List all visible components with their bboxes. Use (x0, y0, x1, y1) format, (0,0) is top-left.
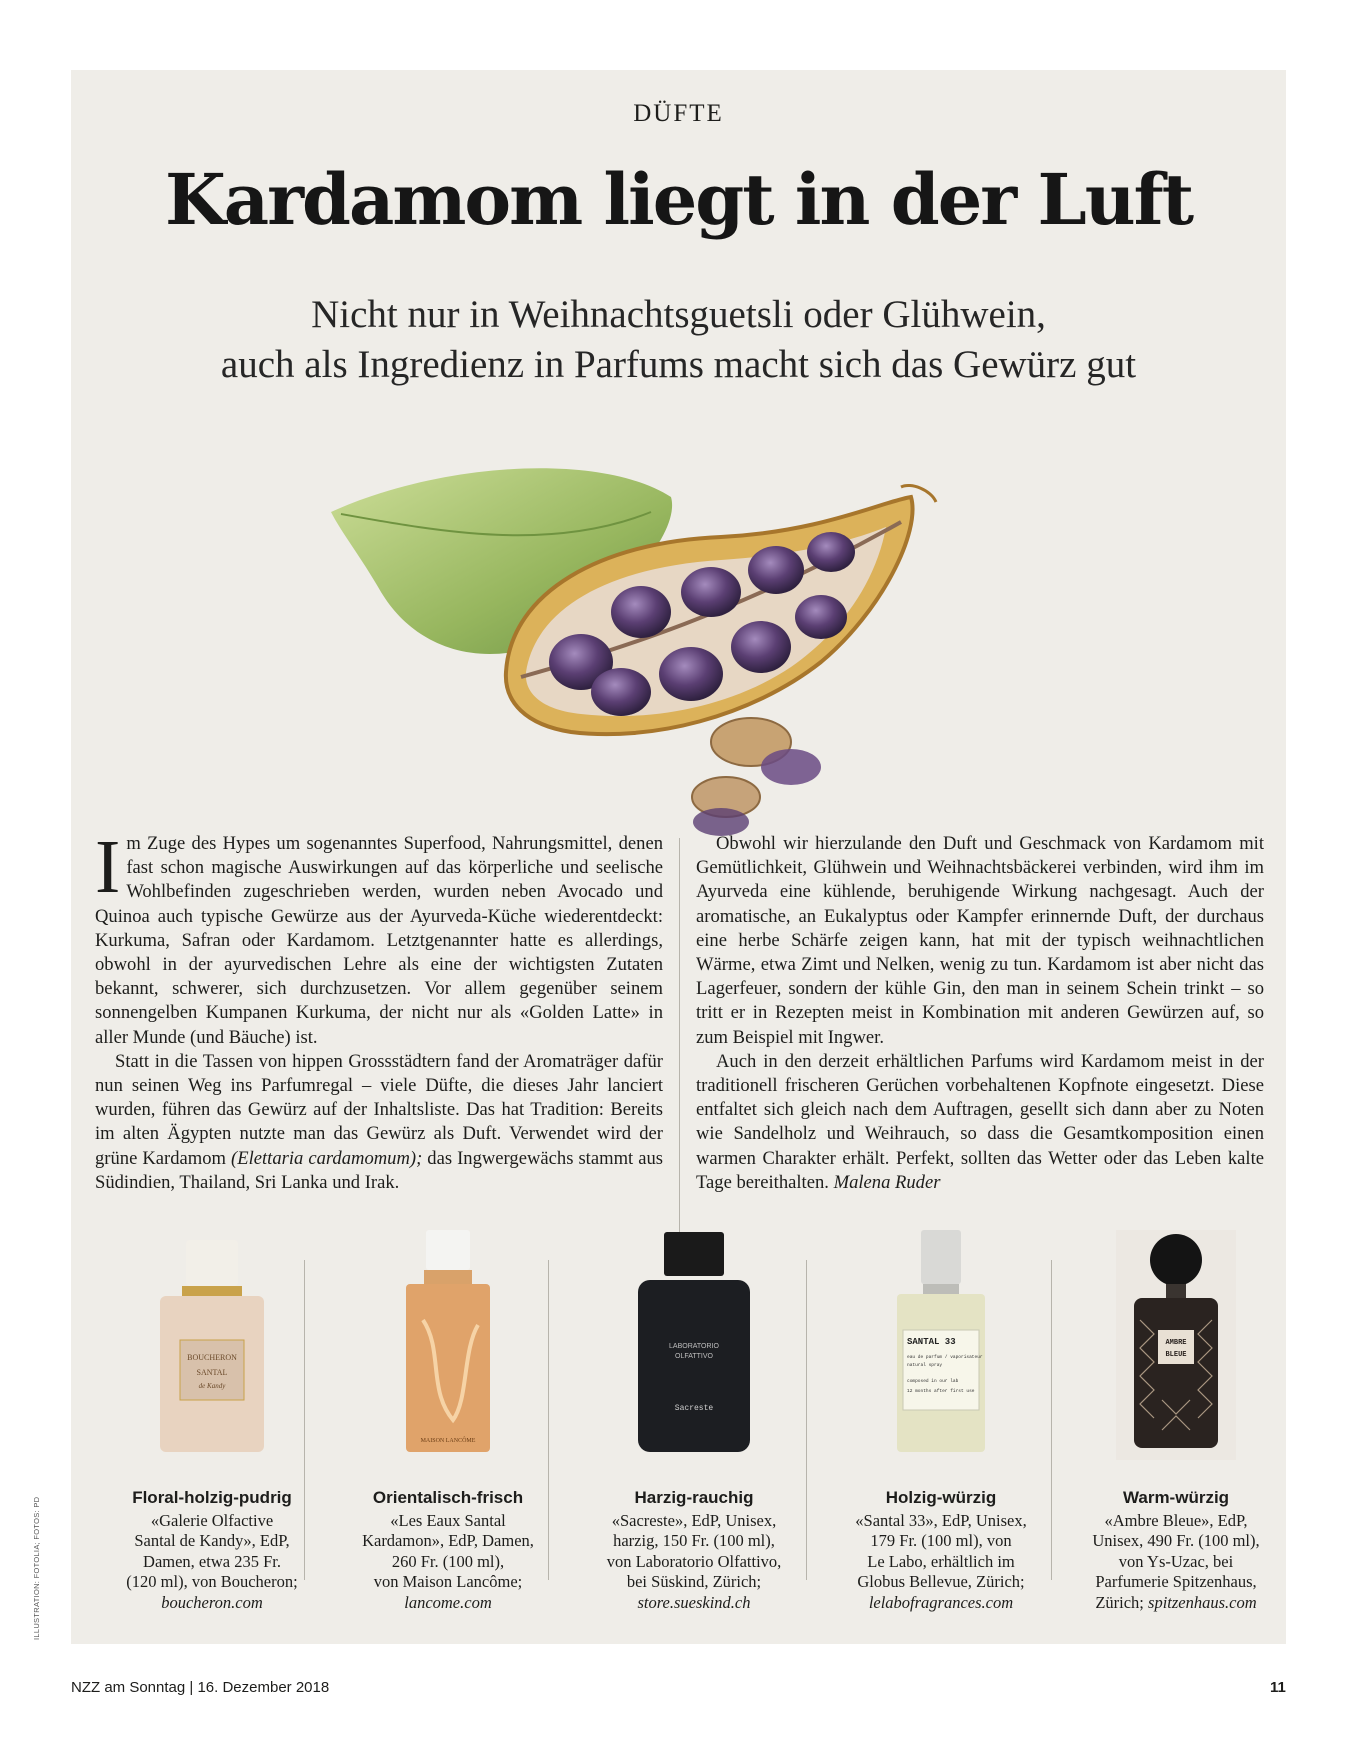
shop-link[interactable]: boucheron.com (161, 1592, 263, 1612)
product-description: Warm-würzig «Ambre Bleue», EdP, Unisex, 490 Fr. (100 ml), von Ys-Uzac, bei Parfumerie Spitzenhaus, Zürich; spitzenhaus.com (1061, 1488, 1291, 1613)
paragraph: Auch in den derzeit erhältlichen Parfums wird Kardamom meist in der traditionell frischeren Gerüchen vorbehaltenen Kopfnote eingesetzt. Diese entfaltet sich gleich nach dem Auftragen, gesellt sich dann aber zu Noten wie Sandelholz und Weihrauch, so dass die Gesamtkomposition einen warmen Charakter erhält. Perfekt, sollten das Wetter oder das Leben kalte Tage bereithalten. Malena Ruder (696, 1050, 1264, 1193)
product-card (579, 1230, 809, 1630)
product-description: Holzig-würzig «Santal 33», EdP, Unisex, 179 Fr. (100 ml), von Le Labo, erhältlich im Globus Bellevue, Zürich; lelabofragrances.com (826, 1488, 1056, 1613)
column-rule (679, 838, 680, 1266)
product-divider (548, 1260, 549, 1580)
page-number: 11 (1270, 1679, 1286, 1696)
shop-link[interactable]: store.sueskind.ch (637, 1592, 751, 1612)
product-divider (304, 1260, 305, 1580)
shop-link[interactable]: spitzenhaus.com (1148, 1592, 1257, 1612)
author-byline: Malena Ruder (833, 1171, 941, 1193)
standfirst (71, 290, 1286, 390)
shop-link[interactable]: lelabofragrances.com (868, 1592, 1014, 1612)
perfume-bottle-santal-33 (861, 1230, 1021, 1460)
product-description: Orientalisch-frisch «Les Eaux Santal Kardamon», EdP, Damen, 260 Fr. (100 ml), von Maison Lancôme; lancome.com (333, 1488, 563, 1613)
article-panel (71, 70, 1286, 1644)
product-category: Holzig-würzig (885, 1488, 997, 1507)
product-category: Harzig-rauchig (634, 1488, 754, 1507)
perfume-bottle-boucheron (132, 1230, 292, 1460)
bottle-label: Sacreste (674, 1404, 714, 1413)
perfume-bottle-lancome (368, 1230, 528, 1460)
perfume-bottle-sacreste (614, 1230, 774, 1460)
headline: Kardamom liegt in der Luft (164, 158, 1193, 241)
product-card (97, 1230, 327, 1630)
body-column-left (95, 825, 663, 1195)
footer-publication: NZZ am Sonntag | 16. Dezember 2018 (71, 1679, 330, 1696)
bottle-label: de Kandy (198, 1382, 226, 1390)
bottle-label: 12 months after first use (907, 1389, 975, 1394)
product-card (333, 1230, 563, 1630)
product-card (1061, 1230, 1291, 1630)
standfirst-line-2: auch als Ingredienz in Parfums macht sich das Gewürz gut (220, 343, 1137, 386)
bottle-label: LABORATORIO (669, 1343, 719, 1350)
bottle-label: BLEUE (1165, 1351, 1187, 1359)
bottle-label: AMBRE (1165, 1339, 1187, 1347)
bottle-label: BOUCHERON (187, 1353, 237, 1362)
shop-link[interactable]: lancome.com (404, 1592, 492, 1612)
perfume-bottle-ambre-bleue (1096, 1230, 1256, 1460)
section-kicker: DÜFTE (633, 100, 724, 127)
paragraph: Obwohl wir hierzulande den Duft und Geschmack von Kardamom mit Gemütlichkeit, Glühwein und Weihnachtsbäckerei verbinden, wird ihm im Ayurveda eine kühlende, beruhigende Wirkung nachgesagt. Auch der aromatische, an Eukalyptus oder Kampfer erinnernde Duft, der durchaus eine herbe Schärfe zeigen kann, hat mit der typisch weihnachtlichen Wärme, etwa Zimt und Nelken, wenig zu tun. Kardamom ist aber nicht das Lagerfeuer, sondern der kühle Gin, den man in seinem Schein trinkt – so tritt er in Rezepten meist in Kombination mit anderen Gewürzen auf, so zum Beispiel mit Ingwer. (696, 833, 1264, 1048)
product-description: Harzig-rauchig «Sacreste», EdP, Unisex, harzig, 150 Fr. (100 ml), von Laboratorio Olfattivo, bei Süskind, Zürich; store.sueskind.ch (579, 1488, 809, 1613)
product-strip (71, 1230, 1286, 1630)
article-body (95, 825, 1264, 1272)
product-card (826, 1230, 1056, 1630)
product-category: Floral-holzig-pudrig (132, 1488, 292, 1507)
product-divider (1051, 1260, 1052, 1580)
paragraph: Im Zuge des Hypes um sogenanntes Superfood, Nahrungsmittel, denen fast schon magische Auswirkungen auf das körperliche und seelische Wohlbefinden zugeschrieben werden, wurden neben Avocado und Quinoa auch typische Gewürze aus der Ayurveda-Küche wiederentdeckt: Kurkuma, Safran oder Kardamom. Letztgenannter hatte es allerdings, obwohl in der ayurvedischen Lehre als eine der wichtigsten Zutaten bekannt, schwerer, sich durchzusetzen. Vor allem gegenüber seinem sonnengelben Kumpanen Kurkuma, der nicht nur als «Golden Latte» in aller Munde (und Bäuche) ist. (95, 825, 663, 1048)
bottle-label: MAISON LANCÔME (420, 1438, 476, 1444)
product-divider (806, 1260, 807, 1580)
product-category: Orientalisch-frisch (372, 1488, 524, 1507)
product-description: Floral-holzig-pudrig «Galerie Olfactive Santal de Kandy», EdP, Damen, etwa 235 Fr. (120 ml), von Boucheron; boucheron.com (97, 1488, 327, 1613)
cardamom-pod-illustration (321, 442, 1001, 862)
bottle-label: SANTAL 33 (907, 1337, 956, 1347)
photo-credit: ILLUSTRATION: FOTOLIA; FOTOS: PD (32, 1496, 41, 1640)
bottle-label: SANTAL (196, 1368, 228, 1377)
latin-name: (Elettaria cardamomum); (231, 1147, 423, 1169)
product-category: Warm-würzig (1122, 1488, 1230, 1507)
dropcap: I (95, 825, 121, 909)
bottle-label: eau de parfum / vaporisateur (907, 1355, 983, 1360)
bottle-label: natural spray (907, 1363, 943, 1368)
bottle-label: OLFATTIVO (675, 1353, 713, 1360)
standfirst-line-1: Nicht nur in Weihnachtsguetsli oder Glühwein, (311, 293, 1046, 336)
body-column-right (696, 832, 1264, 1195)
bottle-label: composed in our lab (907, 1379, 959, 1384)
paragraph: Statt in die Tassen von hippen Grossstädtern fand der Aromaträger dafür nun seinen Weg ins Parfumregal – viele Düfte, die dieses Jahr lanciert wurden, führen das Gewürz auf der Inhaltsliste. Das hat Tradition: Bereits im alten Ägypten nutzte man das Gewürz als Duft. Verwendet wird der grüne Kardamom (Elettaria cardamomum); das Ingwergewächs stammt aus Südindien, Thailand, Sri Lanka und Irak. (95, 1050, 663, 1193)
